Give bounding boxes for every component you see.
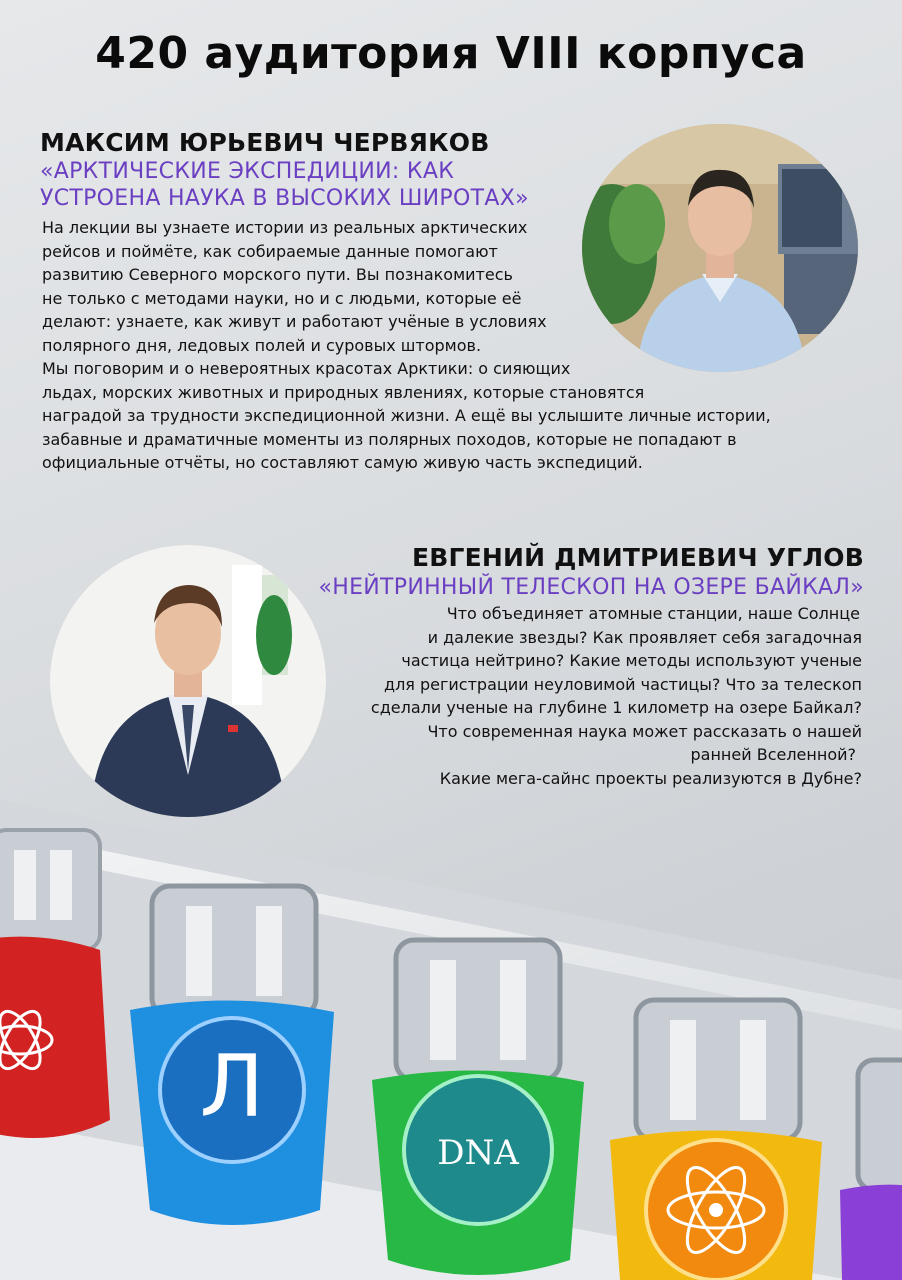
description-line: и далекие звезды? Как проявляет себя загадочная xyxy=(427,627,862,647)
yellow-plug xyxy=(610,1000,822,1280)
description-line: На лекции вы узнаете истории из реальных арктических xyxy=(42,218,528,237)
speaker-2-lecture-title: «НЕЙТРИННЫЙ ТЕЛЕСКОП НА ОЗЕРЕ БАЙКАЛ» xyxy=(318,575,864,600)
speaker-2-description xyxy=(371,602,862,790)
description-line: льдах, морских животных и природных явлениях, которые становятся xyxy=(42,382,645,402)
speaker-1-portrait xyxy=(582,124,858,372)
dna-text: DNA xyxy=(437,1133,519,1173)
speaker-1-lecture-title xyxy=(40,158,529,212)
description-line: развитию Северного морского пути. Вы познакомитесь xyxy=(42,265,513,284)
description-line: полярного дня, ледовых полей и суровых штормов. xyxy=(42,335,482,355)
description-line: для регистрации неуловимой частицы? Что за телескоп xyxy=(384,674,862,694)
blue-plug xyxy=(130,886,334,1225)
speaker-2-photo xyxy=(50,545,326,817)
description-line: частица нейтрино? Какие методы используют ученые xyxy=(401,651,862,670)
green-plug xyxy=(372,940,584,1275)
description-line: делают: узнаете, как живут и работают учёные в условиях xyxy=(42,312,547,331)
speaker-1-lecture-line-1: «АРКТИЧЕСКИЕ ЭКСПЕДИЦИИ: КАК xyxy=(40,159,455,184)
speaker-2-portrait xyxy=(50,545,326,817)
usb-plugs-illustration xyxy=(0,790,902,1280)
description-line: сделали ученые на глубине 1 километр на озере Байкал? xyxy=(370,698,862,717)
description-line: официальные отчёты, но составляют самую живую часть экспедиций. xyxy=(42,453,643,472)
description-line: забавные и драматичные моменты из полярных походов, которые не попадают в xyxy=(42,429,737,449)
description-line: Мы поговорим и о невероятных красотах Арктики: о сияющих xyxy=(42,359,571,378)
flask-letter: Л xyxy=(199,1037,265,1137)
page-title: 420 аудитория VIII корпуса xyxy=(95,28,807,79)
description-line: ранней Вселенной? xyxy=(690,745,856,764)
description-line: не только с методами науки, но и с людьми, которые её xyxy=(42,288,522,308)
speaker-1-photo xyxy=(582,124,858,372)
speaker-1-name: МАКСИМ ЮРЬЕВИЧ ЧЕРВЯКОВ xyxy=(40,128,490,157)
description-line: Что объединяет атомные станции, наше Солнце xyxy=(446,604,860,623)
description-line: рейсов и поймёте, как собираемые данные помогают xyxy=(42,241,498,261)
speaker-1-lecture-line-2: УСТРОЕНА НАУКА В ВЫСОКИХ ШИРОТАХ» xyxy=(40,186,529,211)
red-plug xyxy=(0,830,110,1138)
description-line: Какие мега-сайнс проекты реализуются в Дубне? xyxy=(439,768,862,788)
speaker-2-name: ЕВГЕНИЙ ДМИТРИЕВИЧ УГЛОВ xyxy=(411,543,864,572)
description-line: наградой за трудности экспедиционной жизни. А ещё вы услышите личные истории, xyxy=(42,406,771,425)
description-line: Что современная наука может рассказать о нашей xyxy=(427,721,862,741)
